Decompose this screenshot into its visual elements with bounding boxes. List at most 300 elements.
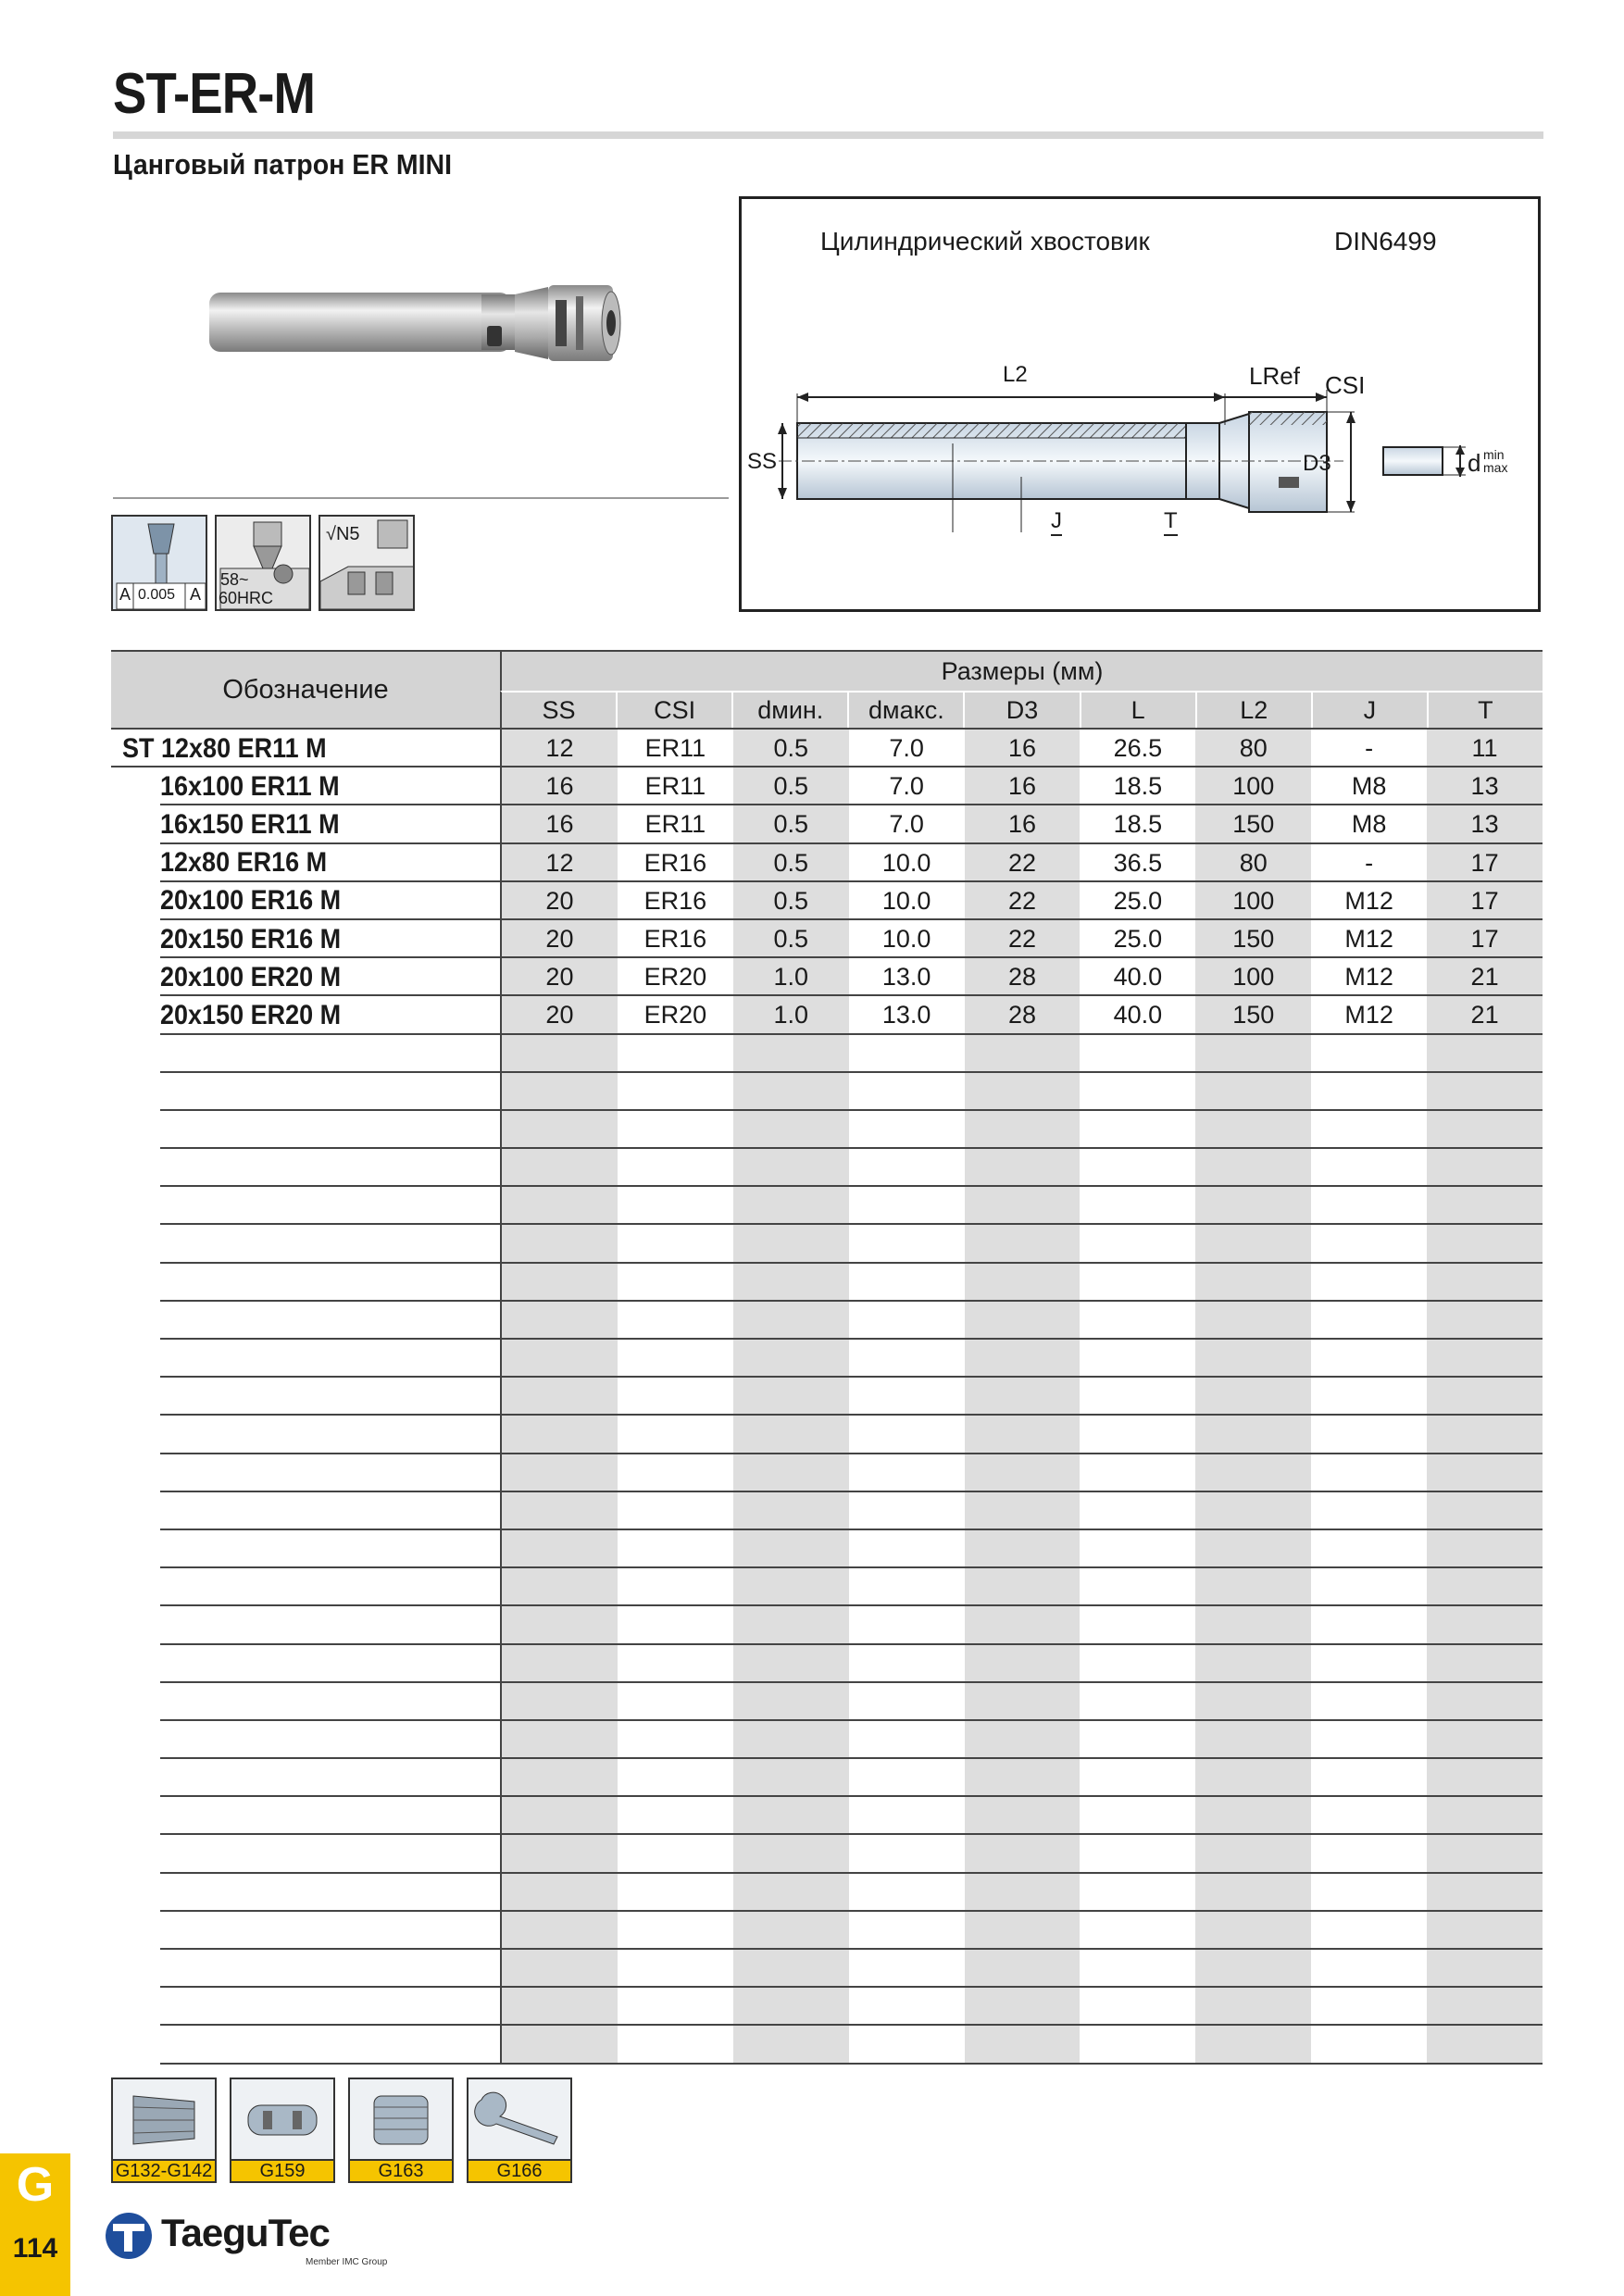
table-cell [1195,1264,1311,1302]
col-header: dмакс. [847,693,963,728]
table-row [111,1378,1543,1416]
designation-text: 20x100 ER16 M [160,885,342,917]
table-cell [965,1950,1081,1988]
table-row [111,958,1543,996]
designation-text: 16x100 ER11 M [160,770,340,802]
table-cell [1427,1912,1543,1950]
table-cell [849,1492,965,1530]
dmin-label: min [1483,447,1505,462]
table-cell [1311,1874,1427,1912]
table-cell: 1.0 [733,996,849,1034]
table-row [111,1912,1543,1950]
table-cell: ER20 [643,1001,707,1029]
table-cell [1311,1950,1427,1988]
table-cell [618,1797,733,1835]
table-cell [502,1492,618,1530]
table-row [111,1225,1543,1263]
table-cell [965,1111,1081,1149]
table-cell [1311,1035,1427,1073]
table-cell [1195,1950,1311,1988]
table-cell [502,1264,618,1302]
designation-cell [111,1721,500,1759]
table-cell [1311,1606,1427,1644]
table-cell [733,1683,849,1721]
table-cell [1080,1606,1195,1644]
table-cell [502,1454,618,1492]
table-cell [1080,1797,1195,1835]
table-cell [733,1454,849,1492]
designation-cell [111,920,500,958]
designation-cell [111,1835,500,1873]
table-cell [1195,1645,1311,1683]
table-row [111,767,1543,805]
table-cell [733,1721,849,1759]
table-cell [618,1035,733,1073]
table-cell [1427,1454,1543,1492]
table-cell: 100 [1195,882,1311,920]
table-cell [733,1835,849,1873]
table-cell [618,1454,733,1492]
table-cell [849,1835,965,1873]
clamping-nut-icon [350,2079,452,2161]
designation-cell [111,730,500,767]
table-cell [502,1149,618,1187]
designation-cell [111,1035,500,1073]
accessory-wrench[interactable] [467,2078,572,2183]
table-cell [1195,1187,1311,1225]
table-row [111,1683,1543,1721]
designation-cell [111,1187,500,1225]
table-cell: 100 [1195,767,1311,805]
holder-drawing [742,199,1538,609]
taegutec-logo-icon [104,2211,157,2261]
table-cell [1080,2026,1195,2064]
designation-cell [111,1530,500,1568]
table-cell [965,1264,1081,1302]
table-cell [965,1073,1081,1111]
table-cell [733,1416,849,1454]
table-cell: 28 [965,996,1081,1034]
table-row [111,844,1543,882]
table-cell [849,1302,965,1340]
accessory-page: G163 [350,2159,452,2181]
designation-cell [111,1988,500,2026]
table-cell [849,1950,965,1988]
table-cell [1195,1797,1311,1835]
table-cell [733,1988,849,2026]
brand-name: TaeguTec [161,2211,330,2254]
table-row [111,1759,1543,1797]
table-cell [733,1302,849,1340]
designation-cell [111,1073,500,1111]
designation-text: ST 12x80 ER11 M [122,732,327,764]
table-cell [1427,1302,1543,1340]
table-cell [618,1378,733,1416]
table-cell: 0.5 [733,730,849,767]
table-cell: 0.5 [733,882,849,920]
table-cell [733,2026,849,2064]
table-cell: 26.5 [1113,734,1163,763]
table-cell [1311,1302,1427,1340]
table-cell [849,1874,965,1912]
accessory-collet[interactable] [111,2078,217,2183]
table-cell: 22 [965,920,1081,958]
table-row [111,1492,1543,1530]
table-cell [502,1950,618,1988]
table-body [111,730,1543,2065]
table-cell: 17 [1427,920,1543,958]
designation-cell [111,1111,500,1149]
hardness-icon: 58~ 60HRC [215,515,311,611]
table-cell [849,1073,965,1111]
table-cell [502,1912,618,1950]
table-row [111,1530,1543,1568]
table-row [111,920,1543,958]
table-cell: 10.0 [881,925,931,954]
col-header: L2 [1195,693,1311,728]
table-cell [849,1149,965,1187]
accessory-page: G132-G142 [113,2159,215,2181]
table-cell [1080,1568,1195,1606]
table-cell: 13.0 [881,1001,931,1029]
table-cell [965,1721,1081,1759]
table-cell: 16 [965,730,1081,767]
table-cell: 21 [1427,996,1543,1034]
table-row [111,882,1543,920]
table-cell [1427,1759,1543,1797]
table-cell [1080,1835,1195,1873]
table-cell: - [1365,734,1374,763]
table-cell: 11 [1427,730,1543,767]
table-row [111,1835,1543,1873]
table-cell [1195,1721,1311,1759]
table-cell: 0.5 [733,844,849,882]
table-row [111,1416,1543,1454]
table-cell [733,1645,849,1683]
table-cell: 0.5 [733,767,849,805]
designation-cell [111,1568,500,1606]
table-cell [965,1683,1081,1721]
table-cell: 16 [965,805,1081,843]
table-cell [965,1797,1081,1835]
ss-label: SS [747,449,778,474]
table-cell: 13.0 [881,963,931,992]
designation-cell [111,1797,500,1835]
table-cell [733,1073,849,1111]
table-cell: 20 [502,882,618,920]
table-cell [502,1721,618,1759]
table-cell [618,1416,733,1454]
designation-cell [111,1340,500,1378]
table-cell [1195,1302,1311,1340]
table-row [111,1797,1543,1835]
accessory-clamping-nut[interactable] [348,2078,454,2183]
table-cell [1195,1988,1311,2026]
section-letter: G [16,2158,55,2212]
table-cell: 12 [502,730,618,767]
product-photo [204,278,630,370]
table-cell [1080,1950,1195,1988]
table-row [111,730,1543,767]
table-cell [849,1606,965,1644]
table-cell [618,1187,733,1225]
table-cell [618,1225,733,1263]
table-cell: ER16 [643,886,707,915]
table-cell [733,1492,849,1530]
table-cell [1311,1530,1427,1568]
table-cell: 17 [1427,882,1543,920]
table-cell [1080,1645,1195,1683]
col-header: D3 [963,693,1079,728]
table-cell [502,1073,618,1111]
table-cell [1311,1988,1427,2026]
table-cell [733,1225,849,1263]
table-cell [502,1416,618,1454]
designation-cell [111,882,500,920]
table-cell [502,1568,618,1606]
designation-text: 12x80 ER16 M [160,847,328,879]
table-cell [1427,1073,1543,1111]
table-cell: ER11 [644,772,706,801]
table-cell [1080,1073,1195,1111]
table-cell [849,1568,965,1606]
table-cell [618,1988,733,2026]
table-cell [849,1454,965,1492]
table-cell [1427,1492,1543,1530]
table-cell [1195,1874,1311,1912]
table-cell [502,1874,618,1912]
table-cell [618,1530,733,1568]
table-cell [1311,1378,1427,1416]
designation-cell [111,1492,500,1530]
table-cell [849,1988,965,2026]
table-cell [1080,1340,1195,1378]
coolant-disc-icon [231,2079,333,2161]
surface-finish-icon: √N5 [319,515,415,611]
table-cell [1195,1568,1311,1606]
designation-cell [111,1950,500,1988]
table-cell [1195,1035,1311,1073]
table-cell [733,1530,849,1568]
table-cell: 13 [1427,805,1543,843]
table-cell [1427,1568,1543,1606]
lref-label: LRef [1249,362,1300,390]
table-cell: 10.0 [881,886,931,915]
table-cell [502,1645,618,1683]
table-cell [1195,1340,1311,1378]
designation-cell [111,767,500,805]
table-cell [965,1302,1081,1340]
table-cell [1080,1225,1195,1263]
table-row [111,1606,1543,1644]
table-cell [1427,1340,1543,1378]
table-cell [618,1912,733,1950]
designation-cell [111,1225,500,1263]
table-cell: 1.0 [733,958,849,996]
table-cell [618,1492,733,1530]
table-cell [965,1149,1081,1187]
table-cell [618,1874,733,1912]
table-cell [1427,1988,1543,2026]
table-row [111,1950,1543,1988]
table-cell [502,1683,618,1721]
designation-cell [111,1454,500,1492]
table-cell [733,1568,849,1606]
table-cell [502,1759,618,1797]
table-cell [618,1302,733,1340]
table-cell [618,1568,733,1606]
table-row [111,1073,1543,1111]
table-cell [849,1683,965,1721]
table-cell [849,1530,965,1568]
collet-icon [113,2079,215,2161]
dmax-label: max [1483,460,1508,475]
table-cell: 12 [502,844,618,882]
table-row [111,1035,1543,1073]
table-cell [965,1645,1081,1683]
table-cell [1080,1111,1195,1149]
designation-text: 20x150 ER20 M [160,999,342,1030]
table-cell [1311,1835,1427,1873]
table-cell [965,1454,1081,1492]
table-cell [733,1149,849,1187]
table-cell [849,1187,965,1225]
table-cell [965,1912,1081,1950]
section-tab [0,2153,70,2296]
table-cell [965,1416,1081,1454]
table-cell [1427,1187,1543,1225]
table-cell [849,2026,965,2064]
table-cell [502,1797,618,1835]
table-cell [502,1530,618,1568]
table-cell [733,1035,849,1073]
runout-precision-icon: A 0.005 A [111,515,207,611]
table-row [111,1187,1543,1225]
table-cell [849,1797,965,1835]
table-cell [965,1340,1081,1378]
table-cell [618,1149,733,1187]
table-cell [1080,1874,1195,1912]
table-cell [1311,1721,1427,1759]
table-cell [1080,1187,1195,1225]
table-cell [849,1225,965,1263]
table-cell [1427,1225,1543,1263]
table-cell [1427,1683,1543,1721]
table-cell: 20 [502,996,618,1034]
table-cell [1195,1759,1311,1797]
table-cell [1080,1492,1195,1530]
table-cell [1195,2026,1311,2064]
table-row [111,1568,1543,1606]
table-cell [1195,1225,1311,1263]
table-cell [1080,1721,1195,1759]
table-row [111,805,1543,843]
table-cell [502,1225,618,1263]
shank-type-label: Цилиндрический хвостовик [820,227,1150,256]
table-cell: 7.0 [889,734,924,763]
designation-text: 16x150 ER11 M [160,808,340,840]
table-cell [849,1035,965,1073]
designation-text: 20x150 ER16 M [160,923,342,955]
table-cell [618,1683,733,1721]
table-cell [1427,1606,1543,1644]
table-cell: 18.5 [1113,810,1163,839]
table-cell [1311,1492,1427,1530]
wrench-icon [468,2079,570,2161]
table-cell [1311,1797,1427,1835]
table-cell [618,1606,733,1644]
table-cell [1195,1835,1311,1873]
table-cell: 7.0 [889,810,924,839]
table-cell [618,2026,733,2064]
table-cell: 150 [1195,996,1311,1034]
table-cell [1311,1111,1427,1149]
table-cell [1080,1302,1195,1340]
table-cell [849,1340,965,1378]
table-cell [849,1111,965,1149]
table-cell [502,1187,618,1225]
table-cell [1427,1835,1543,1873]
table-cell [733,1264,849,1302]
table-cell [1195,1416,1311,1454]
table-cell [1311,1645,1427,1683]
table-cell [502,1988,618,2026]
table-cell [1311,1454,1427,1492]
table-cell [733,1797,849,1835]
table-cell: 22 [965,882,1081,920]
table-cell: ER16 [643,925,707,954]
table-cell [965,1378,1081,1416]
table-cell [1080,1149,1195,1187]
table-cell: 18.5 [1113,772,1163,801]
table-cell [1427,1378,1543,1416]
table-cell [1427,1530,1543,1568]
table-cell [502,1111,618,1149]
table-cell [1195,1683,1311,1721]
brand-logo [104,2211,388,2267]
designation-header: Обозначение [111,650,500,730]
col-header: T [1427,693,1543,728]
table-cell [618,1073,733,1111]
table-cell: 21 [1427,958,1543,996]
table-cell [849,1645,965,1683]
table-cell [1311,1759,1427,1797]
table-cell [1195,1073,1311,1111]
table-row [111,1302,1543,1340]
table-cell [965,1568,1081,1606]
table-cell [965,1606,1081,1644]
table-cell: 28 [965,958,1081,996]
t-label: T [1164,508,1178,536]
table-cell [1080,1416,1195,1454]
table-row [111,996,1543,1034]
table-cell: M8 [1351,810,1387,839]
accessory-page: G166 [468,2159,570,2181]
brand-sub: Member IMC Group [306,2257,388,2267]
table-cell [733,1340,849,1378]
d-label: d [1468,449,1481,477]
accessory-coolant-disc[interactable] [230,2078,335,2183]
table-cell [965,1988,1081,2026]
table-cell [733,1912,849,1950]
table-cell: ER11 [644,810,706,839]
table-cell [1311,1187,1427,1225]
table-cell: 150 [1195,805,1311,843]
table-cell [1311,1225,1427,1263]
page-number: 114 [12,2233,58,2264]
accessory-page: G159 [231,2159,333,2181]
table-cell: 80 [1195,730,1311,767]
